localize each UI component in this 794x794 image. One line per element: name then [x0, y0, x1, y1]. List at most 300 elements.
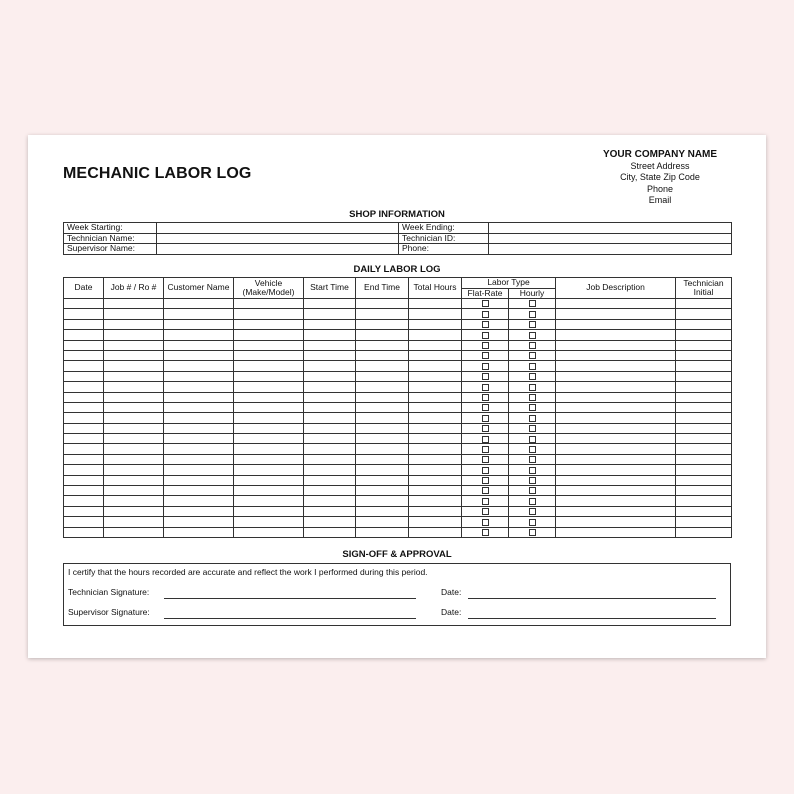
vehicle-cell[interactable]	[234, 444, 304, 454]
flat-rate-cell	[462, 361, 509, 371]
total-hours-cell[interactable]	[409, 423, 462, 433]
start-time-cell[interactable]	[304, 371, 356, 381]
week-starting-field[interactable]	[157, 223, 399, 234]
hourly-checkbox[interactable]	[529, 321, 536, 328]
supervisor-date-label: Date:	[441, 607, 462, 617]
shop-info-row	[64, 233, 732, 244]
vehicle-cell[interactable]	[234, 361, 304, 371]
vehicle-cell[interactable]	[234, 486, 304, 496]
end-time-cell[interactable]	[356, 361, 409, 371]
technician-initial-cell[interactable]	[676, 486, 732, 496]
customer-cell[interactable]	[164, 371, 234, 381]
job-description-cell[interactable]	[556, 506, 676, 516]
start-time-cell[interactable]	[304, 382, 356, 392]
customer-cell[interactable]	[164, 506, 234, 516]
job-cell[interactable]	[104, 361, 164, 371]
hourly-checkbox[interactable]	[529, 332, 536, 339]
vehicle-cell[interactable]	[234, 382, 304, 392]
table-row	[64, 434, 732, 444]
start-time-cell[interactable]	[304, 299, 356, 309]
job-cell[interactable]	[104, 496, 164, 506]
flat-rate-checkbox[interactable]	[482, 373, 489, 380]
job-cell[interactable]	[104, 299, 164, 309]
vehicle-cell[interactable]	[234, 517, 304, 527]
supervisor-name-label: Supervisor Name:	[64, 244, 157, 255]
table-row	[64, 402, 732, 412]
technician-initial-cell[interactable]	[676, 319, 732, 329]
job-description-cell[interactable]	[556, 475, 676, 485]
flat-rate-cell	[462, 330, 509, 340]
flat-rate-checkbox[interactable]	[482, 384, 489, 391]
customer-cell[interactable]	[164, 340, 234, 350]
total-hours-cell[interactable]	[409, 465, 462, 475]
date-cell[interactable]	[64, 486, 104, 496]
customer-cell[interactable]	[164, 330, 234, 340]
total-hours-cell[interactable]	[409, 382, 462, 392]
date-cell[interactable]	[64, 496, 104, 506]
hourly-checkbox[interactable]	[529, 404, 536, 411]
phone-label: Phone:	[399, 244, 489, 255]
customer-cell[interactable]	[164, 517, 234, 527]
end-time-cell[interactable]	[356, 309, 409, 319]
technician-id-field[interactable]	[489, 233, 732, 244]
job-description-cell[interactable]	[556, 350, 676, 360]
job-description-cell[interactable]	[556, 423, 676, 433]
vehicle-cell[interactable]	[234, 496, 304, 506]
flat-rate-checkbox[interactable]	[482, 487, 489, 494]
hourly-checkbox[interactable]	[529, 467, 536, 474]
hourly-checkbox[interactable]	[529, 384, 536, 391]
start-time-cell[interactable]	[304, 392, 356, 402]
company-block	[550, 148, 770, 206]
technician-initial-cell[interactable]	[676, 444, 732, 454]
job-description-cell[interactable]	[556, 392, 676, 402]
flat-rate-checkbox[interactable]	[482, 436, 489, 443]
end-time-cell[interactable]	[356, 402, 409, 412]
start-time-cell[interactable]	[304, 486, 356, 496]
date-cell[interactable]	[64, 299, 104, 309]
hourly-checkbox[interactable]	[529, 415, 536, 422]
vehicle-cell[interactable]	[234, 350, 304, 360]
customer-cell[interactable]	[164, 402, 234, 412]
date-cell[interactable]	[64, 413, 104, 423]
flat-rate-checkbox[interactable]	[482, 508, 489, 515]
job-cell[interactable]	[104, 382, 164, 392]
end-time-cell[interactable]	[356, 496, 409, 506]
flat-rate-checkbox[interactable]	[482, 311, 489, 318]
total-hours-cell[interactable]	[409, 517, 462, 527]
job-cell[interactable]	[104, 392, 164, 402]
flat-rate-checkbox[interactable]	[482, 456, 489, 463]
technician-initial-cell[interactable]	[676, 527, 732, 537]
technician-initial-cell[interactable]	[676, 299, 732, 309]
flat-rate-checkbox[interactable]	[482, 332, 489, 339]
vehicle-cell[interactable]	[234, 392, 304, 402]
col-technician-initial: Technician Initial	[676, 278, 732, 299]
start-time-cell[interactable]	[304, 527, 356, 537]
total-hours-cell[interactable]	[409, 413, 462, 423]
job-description-cell[interactable]	[556, 361, 676, 371]
job-cell[interactable]	[104, 527, 164, 537]
end-time-cell[interactable]	[356, 475, 409, 485]
customer-cell[interactable]	[164, 392, 234, 402]
customer-cell[interactable]	[164, 444, 234, 454]
start-time-cell[interactable]	[304, 309, 356, 319]
flat-rate-cell	[462, 527, 509, 537]
end-time-cell[interactable]	[356, 486, 409, 496]
hourly-cell	[509, 527, 556, 537]
job-cell[interactable]	[104, 413, 164, 423]
supervisor-signature-line[interactable]	[164, 618, 416, 619]
end-time-cell[interactable]	[356, 444, 409, 454]
vehicle-cell[interactable]	[234, 465, 304, 475]
flat-rate-cell	[462, 350, 509, 360]
start-time-cell[interactable]	[304, 402, 356, 412]
total-hours-cell[interactable]	[409, 434, 462, 444]
flat-rate-checkbox[interactable]	[482, 415, 489, 422]
start-time-cell[interactable]	[304, 350, 356, 360]
flat-rate-checkbox[interactable]	[482, 477, 489, 484]
customer-cell[interactable]	[164, 309, 234, 319]
technician-initial-cell[interactable]	[676, 465, 732, 475]
vehicle-cell[interactable]	[234, 299, 304, 309]
hourly-checkbox[interactable]	[529, 300, 536, 307]
flat-rate-cell	[462, 402, 509, 412]
flat-rate-cell	[462, 299, 509, 309]
date-cell[interactable]	[64, 392, 104, 402]
job-description-cell[interactable]	[556, 517, 676, 527]
job-description-cell[interactable]	[556, 496, 676, 506]
flat-rate-cell	[462, 413, 509, 423]
flat-rate-cell	[462, 340, 509, 350]
date-cell[interactable]	[64, 475, 104, 485]
table-row	[64, 413, 732, 423]
customer-cell[interactable]	[164, 299, 234, 309]
vehicle-cell[interactable]	[234, 506, 304, 516]
hourly-checkbox[interactable]	[529, 508, 536, 515]
end-time-cell[interactable]	[356, 413, 409, 423]
total-hours-cell[interactable]	[409, 475, 462, 485]
hourly-cell	[509, 402, 556, 412]
technician-initial-cell[interactable]	[676, 340, 732, 350]
job-cell[interactable]	[104, 330, 164, 340]
job-cell[interactable]	[104, 454, 164, 464]
flat-rate-checkbox[interactable]	[482, 529, 489, 536]
technician-initial-cell[interactable]	[676, 350, 732, 360]
technician-date-line[interactable]	[468, 598, 716, 599]
table-row	[64, 361, 732, 371]
technician-initial-cell[interactable]	[676, 454, 732, 464]
job-cell[interactable]	[104, 340, 164, 350]
date-cell[interactable]	[64, 340, 104, 350]
flat-rate-checkbox[interactable]	[482, 498, 489, 505]
hourly-cell	[509, 475, 556, 485]
job-description-cell[interactable]	[556, 454, 676, 464]
total-hours-cell[interactable]	[409, 340, 462, 350]
job-description-cell[interactable]	[556, 465, 676, 475]
customer-cell[interactable]	[164, 527, 234, 537]
customer-cell[interactable]	[164, 423, 234, 433]
technician-initial-cell[interactable]	[676, 475, 732, 485]
technician-initial-cell[interactable]	[676, 423, 732, 433]
customer-cell[interactable]	[164, 434, 234, 444]
job-cell[interactable]	[104, 486, 164, 496]
start-time-cell[interactable]	[304, 361, 356, 371]
job-description-cell[interactable]	[556, 319, 676, 329]
start-time-cell[interactable]	[304, 319, 356, 329]
start-time-cell[interactable]	[304, 454, 356, 464]
flat-rate-checkbox[interactable]	[482, 300, 489, 307]
job-cell[interactable]	[104, 506, 164, 516]
technician-name-field[interactable]	[157, 233, 399, 244]
hourly-checkbox[interactable]	[529, 363, 536, 370]
flat-rate-checkbox[interactable]	[482, 467, 489, 474]
vehicle-cell[interactable]	[234, 371, 304, 381]
date-cell[interactable]	[64, 454, 104, 464]
hourly-checkbox[interactable]	[529, 477, 536, 484]
customer-cell[interactable]	[164, 475, 234, 485]
table-row	[64, 486, 732, 496]
customer-cell[interactable]	[164, 319, 234, 329]
end-time-cell[interactable]	[356, 434, 409, 444]
shop-info-heading: SHOP INFORMATION	[349, 209, 445, 220]
hourly-checkbox[interactable]	[529, 342, 536, 349]
job-cell[interactable]	[104, 371, 164, 381]
flat-rate-cell	[462, 506, 509, 516]
date-cell[interactable]	[64, 527, 104, 537]
end-time-cell[interactable]	[356, 350, 409, 360]
flat-rate-checkbox[interactable]	[482, 352, 489, 359]
total-hours-cell[interactable]	[409, 506, 462, 516]
date-cell[interactable]	[64, 402, 104, 412]
start-time-cell[interactable]	[304, 413, 356, 423]
job-description-cell[interactable]	[556, 340, 676, 350]
supervisor-signature-label: Supervisor Signature:	[68, 607, 150, 617]
technician-signature-label: Technician Signature:	[68, 587, 150, 597]
flat-rate-cell	[462, 309, 509, 319]
date-cell[interactable]	[64, 361, 104, 371]
date-cell[interactable]	[64, 465, 104, 475]
job-description-cell[interactable]	[556, 382, 676, 392]
job-cell[interactable]	[104, 423, 164, 433]
job-description-cell[interactable]	[556, 486, 676, 496]
job-cell[interactable]	[104, 309, 164, 319]
total-hours-cell[interactable]	[409, 444, 462, 454]
job-description-cell[interactable]	[556, 413, 676, 423]
week-ending-label: Week Ending:	[399, 223, 489, 234]
table-row	[64, 309, 732, 319]
date-cell[interactable]	[64, 382, 104, 392]
technician-initial-cell[interactable]	[676, 382, 732, 392]
job-cell[interactable]	[104, 475, 164, 485]
flat-rate-checkbox[interactable]	[482, 404, 489, 411]
total-hours-cell[interactable]	[409, 361, 462, 371]
customer-cell[interactable]	[164, 382, 234, 392]
vehicle-cell[interactable]	[234, 309, 304, 319]
technician-initial-cell[interactable]	[676, 506, 732, 516]
table-row	[64, 454, 732, 464]
customer-cell[interactable]	[164, 496, 234, 506]
end-time-cell[interactable]	[356, 382, 409, 392]
flat-rate-checkbox[interactable]	[482, 519, 489, 526]
job-cell[interactable]	[104, 517, 164, 527]
flat-rate-checkbox[interactable]	[482, 363, 489, 370]
vehicle-cell[interactable]	[234, 330, 304, 340]
end-time-cell[interactable]	[356, 506, 409, 516]
customer-cell[interactable]	[164, 350, 234, 360]
total-hours-cell[interactable]	[409, 350, 462, 360]
shop-info-row	[64, 223, 732, 234]
end-time-cell[interactable]	[356, 465, 409, 475]
date-cell[interactable]	[64, 444, 104, 454]
job-description-cell[interactable]	[556, 402, 676, 412]
total-hours-cell[interactable]	[409, 371, 462, 381]
start-time-cell[interactable]	[304, 517, 356, 527]
date-cell[interactable]	[64, 350, 104, 360]
end-time-cell[interactable]	[356, 340, 409, 350]
customer-cell[interactable]	[164, 465, 234, 475]
date-cell[interactable]	[64, 371, 104, 381]
flat-rate-checkbox[interactable]	[482, 342, 489, 349]
total-hours-cell[interactable]	[409, 402, 462, 412]
job-cell[interactable]	[104, 465, 164, 475]
technician-signature-line[interactable]	[164, 598, 416, 599]
technician-initial-cell[interactable]	[676, 361, 732, 371]
total-hours-cell[interactable]	[409, 309, 462, 319]
technician-initial-cell[interactable]	[676, 371, 732, 381]
customer-cell[interactable]	[164, 454, 234, 464]
vehicle-cell[interactable]	[234, 475, 304, 485]
job-description-cell[interactable]	[556, 309, 676, 319]
date-cell[interactable]	[64, 434, 104, 444]
total-hours-cell[interactable]	[409, 527, 462, 537]
flat-rate-cell	[462, 486, 509, 496]
flat-rate-cell	[462, 382, 509, 392]
flat-rate-checkbox[interactable]	[482, 446, 489, 453]
end-time-cell[interactable]	[356, 371, 409, 381]
technician-initial-cell[interactable]	[676, 330, 732, 340]
end-time-cell[interactable]	[356, 330, 409, 340]
job-description-cell[interactable]	[556, 299, 676, 309]
job-description-cell[interactable]	[556, 371, 676, 381]
flat-rate-checkbox[interactable]	[482, 321, 489, 328]
start-time-cell[interactable]	[304, 423, 356, 433]
date-cell[interactable]	[64, 423, 104, 433]
supervisor-date-line[interactable]	[468, 618, 716, 619]
technician-initial-cell[interactable]	[676, 496, 732, 506]
end-time-cell[interactable]	[356, 392, 409, 402]
vehicle-cell[interactable]	[234, 319, 304, 329]
job-description-cell[interactable]	[556, 527, 676, 537]
hourly-checkbox[interactable]	[529, 487, 536, 494]
end-time-cell[interactable]	[356, 299, 409, 309]
customer-cell[interactable]	[164, 486, 234, 496]
total-hours-cell[interactable]	[409, 486, 462, 496]
hourly-checkbox[interactable]	[529, 498, 536, 505]
flat-rate-checkbox[interactable]	[482, 394, 489, 401]
start-time-cell[interactable]	[304, 475, 356, 485]
start-time-cell[interactable]	[304, 444, 356, 454]
hourly-checkbox[interactable]	[529, 446, 536, 453]
vehicle-cell[interactable]	[234, 434, 304, 444]
total-hours-cell[interactable]	[409, 392, 462, 402]
vehicle-cell[interactable]	[234, 402, 304, 412]
technician-initial-cell[interactable]	[676, 517, 732, 527]
date-cell[interactable]	[64, 330, 104, 340]
hourly-checkbox[interactable]	[529, 436, 536, 443]
hourly-checkbox[interactable]	[529, 529, 536, 536]
hourly-checkbox[interactable]	[529, 425, 536, 432]
start-time-cell[interactable]	[304, 340, 356, 350]
technician-initial-cell[interactable]	[676, 434, 732, 444]
technician-initial-cell[interactable]	[676, 392, 732, 402]
job-cell[interactable]	[104, 434, 164, 444]
job-description-cell[interactable]	[556, 434, 676, 444]
start-time-cell[interactable]	[304, 434, 356, 444]
col-job: Job # / Ro #	[104, 278, 164, 299]
date-cell[interactable]	[64, 517, 104, 527]
start-time-cell[interactable]	[304, 465, 356, 475]
total-hours-cell[interactable]	[409, 319, 462, 329]
hourly-cell	[509, 486, 556, 496]
supervisor-name-field[interactable]	[157, 244, 399, 255]
technician-initial-cell[interactable]	[676, 413, 732, 423]
hourly-checkbox[interactable]	[529, 456, 536, 463]
job-cell[interactable]	[104, 350, 164, 360]
start-time-cell[interactable]	[304, 496, 356, 506]
job-cell[interactable]	[104, 402, 164, 412]
end-time-cell[interactable]	[356, 517, 409, 527]
end-time-cell[interactable]	[356, 319, 409, 329]
customer-cell[interactable]	[164, 361, 234, 371]
vehicle-cell[interactable]	[234, 423, 304, 433]
hourly-cell	[509, 350, 556, 360]
total-hours-cell[interactable]	[409, 496, 462, 506]
vehicle-cell[interactable]	[234, 340, 304, 350]
vehicle-cell[interactable]	[234, 454, 304, 464]
start-time-cell[interactable]	[304, 506, 356, 516]
total-hours-cell[interactable]	[409, 330, 462, 340]
date-cell[interactable]	[64, 319, 104, 329]
col-flat-rate: Flat-Rate	[462, 288, 509, 299]
date-cell[interactable]	[64, 506, 104, 516]
customer-cell[interactable]	[164, 413, 234, 423]
technician-initial-cell[interactable]	[676, 402, 732, 412]
week-ending-field[interactable]	[489, 223, 732, 234]
phone-field[interactable]	[489, 244, 732, 255]
hourly-checkbox[interactable]	[529, 352, 536, 359]
total-hours-cell[interactable]	[409, 299, 462, 309]
vehicle-cell[interactable]	[234, 413, 304, 423]
hourly-checkbox[interactable]	[529, 519, 536, 526]
end-time-cell[interactable]	[356, 423, 409, 433]
end-time-cell[interactable]	[356, 454, 409, 464]
hourly-checkbox[interactable]	[529, 394, 536, 401]
hourly-checkbox[interactable]	[529, 373, 536, 380]
hourly-checkbox[interactable]	[529, 311, 536, 318]
job-cell[interactable]	[104, 319, 164, 329]
start-time-cell[interactable]	[304, 330, 356, 340]
vehicle-cell[interactable]	[234, 527, 304, 537]
end-time-cell[interactable]	[356, 527, 409, 537]
job-cell[interactable]	[104, 444, 164, 454]
job-description-cell[interactable]	[556, 444, 676, 454]
flat-rate-checkbox[interactable]	[482, 425, 489, 432]
technician-initial-cell[interactable]	[676, 309, 732, 319]
job-description-cell[interactable]	[556, 330, 676, 340]
total-hours-cell[interactable]	[409, 454, 462, 464]
date-cell[interactable]	[64, 309, 104, 319]
